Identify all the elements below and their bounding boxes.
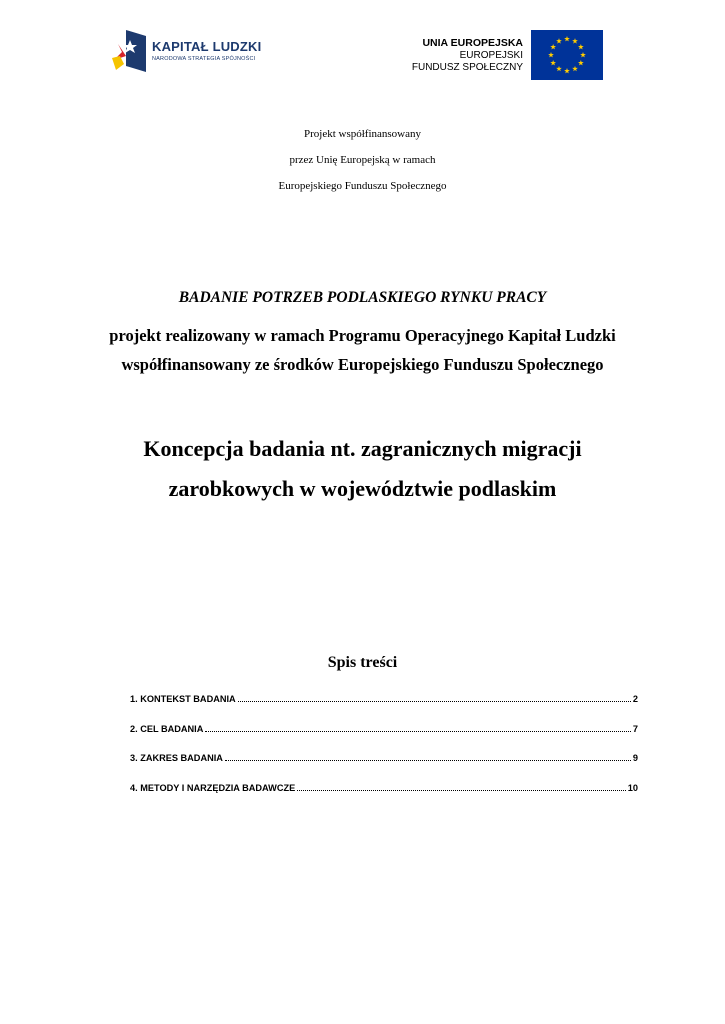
toc-entry-label: 3. ZAKRES BADANIA <box>130 753 223 763</box>
toc-entry-page: 7 <box>632 724 638 734</box>
toc-entry[interactable] <box>130 690 638 704</box>
toc-entry[interactable] <box>130 779 638 793</box>
toc-entry-page: 10 <box>627 783 638 793</box>
kapital-ludzki-emblem-icon <box>112 30 146 72</box>
toc-entry-label: 4. METODY I NARZĘDZIA BADAWCZE <box>130 783 296 793</box>
kapital-ludzki-logo <box>112 30 261 72</box>
project-description-line-2: współfinansowany ze środków Europejskiego Funduszu Społecznego <box>121 355 604 374</box>
eu-line-2: EUROPEJSKI <box>459 49 523 61</box>
toc-entry-page: 2 <box>632 694 638 704</box>
document-title-line-1: Koncepcja badania nt. zagranicznych migracji <box>143 436 582 461</box>
cofinancing-line-3: Europejskiego Funduszu Społecznego <box>278 180 447 192</box>
toc-leader-dots <box>205 731 631 732</box>
eu-efs-logo <box>405 18 617 92</box>
toc-entry-label: 2. CEL BADANIA <box>130 724 204 734</box>
toc-entry-label: 1. KONTEKST BADANIA <box>130 694 236 704</box>
toc-heading: Spis treści <box>327 654 398 671</box>
cofinancing-line-1: Projekt współfinansowany <box>303 128 421 140</box>
kapital-ludzki-subtitle: NARODOWA STRATEGIA SPÓJNOŚCI <box>152 56 256 62</box>
eu-line-3: FUNDUSZ SPOŁECZNY <box>411 61 523 73</box>
eu-line-1: UNIA EUROPEJSKA <box>422 36 523 49</box>
toc-leader-dots <box>238 701 631 702</box>
kapital-ludzki-title: KAPITAŁ LUDZKI <box>152 39 262 54</box>
eu-flag-icon <box>531 30 603 80</box>
toc-entry-page: 9 <box>632 753 638 763</box>
toc-entry[interactable] <box>130 749 638 763</box>
toc-entry[interactable] <box>130 720 638 734</box>
toc-leader-dots <box>297 790 626 791</box>
project-description-line-1: projekt realizowany w ramach Programu Operacyjnego Kapitał Ludzki <box>109 326 616 345</box>
project-title: BADANIE POTRZEB PODLASKIEGO RYNKU PRACY <box>178 289 547 306</box>
cofinancing-line-2: przez Unię Europejską w ramach <box>289 154 436 166</box>
document-title-line-2: zarobkowych w województwie podlaskim <box>168 476 557 501</box>
toc-leader-dots <box>225 760 631 761</box>
